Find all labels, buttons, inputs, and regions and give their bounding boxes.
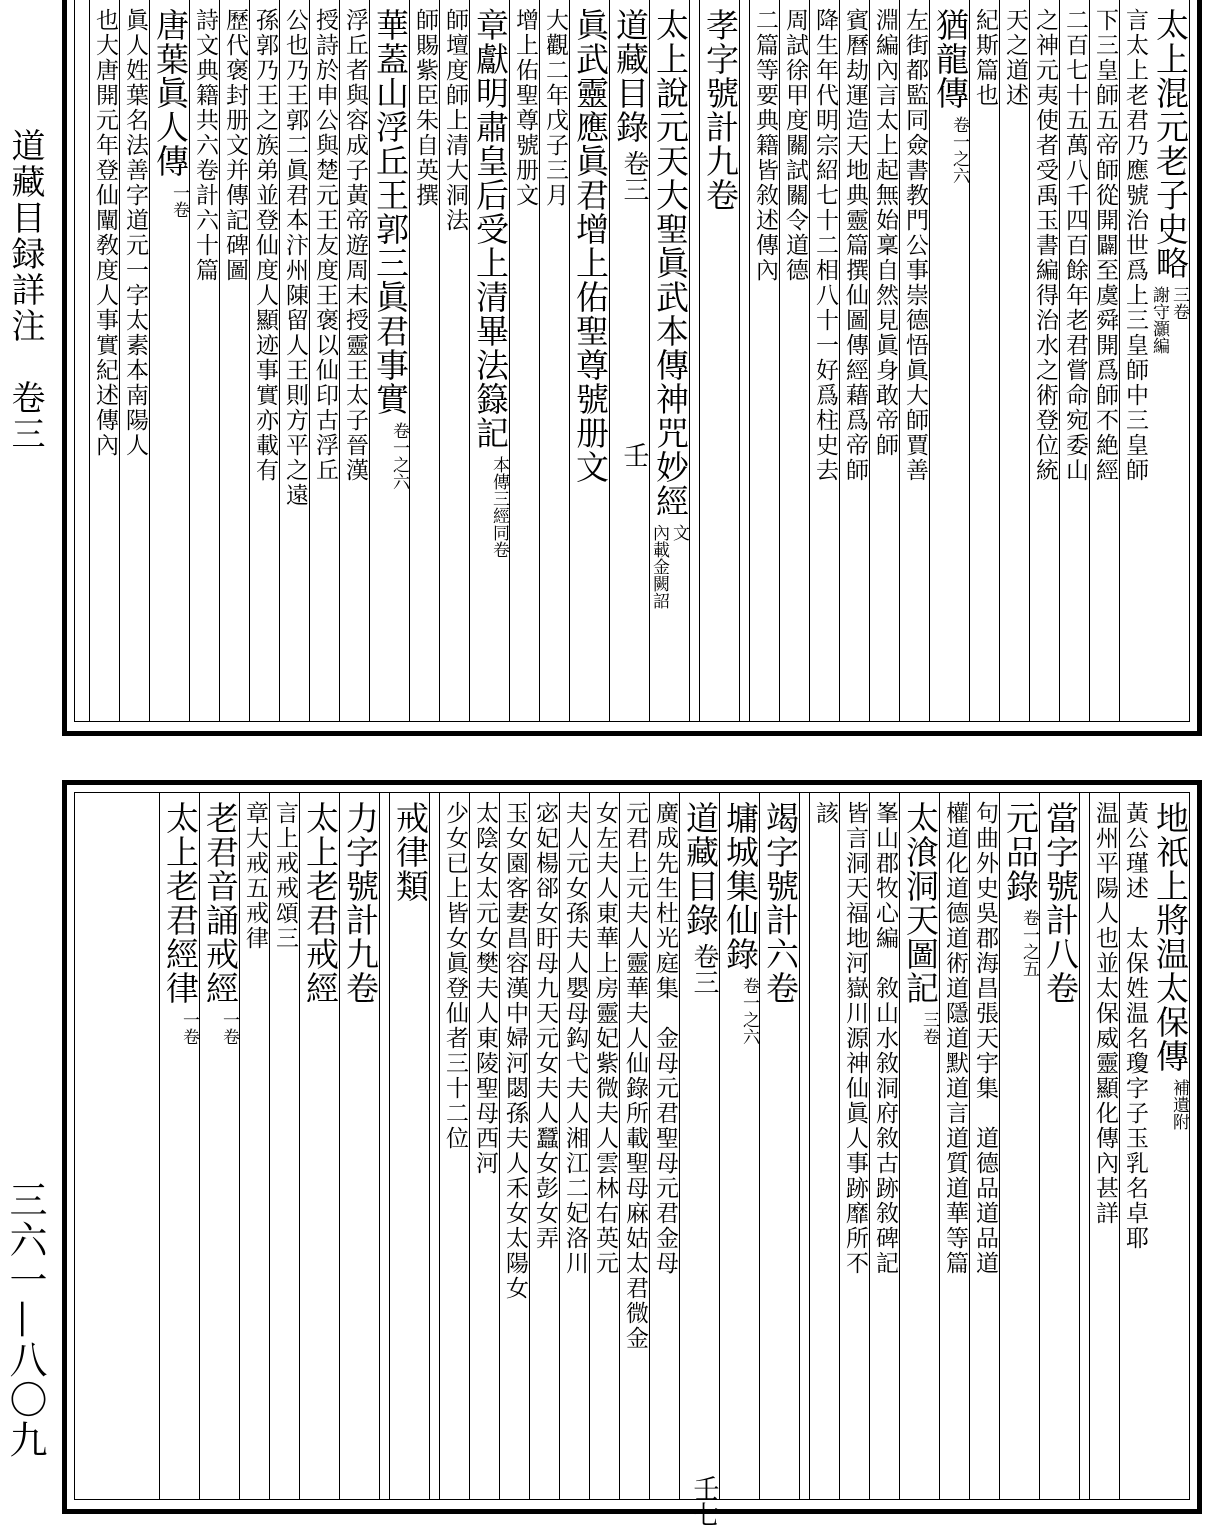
column-text: 二篇等要典籍皆敘述傳內 — [752, 8, 778, 283]
column-text: 權道化道德道術道隱道默道言道質道華等篇 — [942, 801, 968, 1276]
entry-title-column — [719, 793, 759, 1499]
text-column — [589, 793, 619, 1499]
note-line: 文 — [669, 524, 689, 541]
text-column — [529, 793, 559, 1499]
annotation-note: 一卷 — [169, 184, 189, 218]
entry-title: 竭字號計六卷 — [761, 801, 800, 1005]
entry-title: 力字號計九卷 — [341, 801, 380, 1005]
text-column — [969, 0, 999, 721]
entry-title-column — [299, 793, 339, 1499]
text-column — [809, 793, 839, 1499]
entry-title-column — [999, 793, 1039, 1499]
entry-title-column — [1149, 793, 1189, 1499]
column-text: 少女已上皆女眞登仙者三十二位 — [442, 801, 468, 1151]
note-line: 三卷 — [1169, 286, 1189, 320]
text-column — [409, 0, 439, 721]
column-text: 授詩於申公與楚元王友度王褒以仙印古浮丘 — [312, 8, 338, 483]
entry-title: 章獻明肅皇后受上清畢法籙記 — [471, 8, 510, 450]
column-gap — [739, 0, 749, 721]
entry-title: 太上老君戒經 — [301, 801, 340, 1005]
column-text: 孫郭乃王之族弟並登仙度人顯迹事實亦載有 — [252, 8, 278, 483]
column-gap — [799, 793, 809, 1499]
note-line: 內載金闕詔 — [649, 524, 669, 609]
entry-title: 地祇上將温太保傳 — [1151, 801, 1190, 1073]
entry-title-column — [699, 0, 739, 721]
text-column — [809, 0, 839, 721]
column-text: 左街都監同僉書教門公事崇德悟眞大師賈善 — [902, 8, 928, 483]
entry-title: 眞武靈應眞君增上佑聖尊號册文 — [571, 8, 610, 484]
text-column — [839, 793, 869, 1499]
entry-title: 太上混元老子史略 — [1151, 8, 1190, 280]
column-text: 黃公瑾述 太保姓温名瓊字子玉乳名卓耶 — [1122, 801, 1148, 1251]
entry-title-column — [679, 793, 720, 1527]
column-text: 歷代褒封册文并傳記碑圖 — [222, 8, 248, 283]
text-column — [219, 0, 249, 721]
column-text: 下三皇師五帝師從開闢至虞舜開爲師不絶經 — [1092, 8, 1118, 483]
text-column — [1119, 793, 1149, 1499]
column-text: 降生年代明宗紹七十二相八十一好爲柱史去 — [812, 8, 838, 483]
text-column — [869, 793, 899, 1499]
entry-title: 道藏目錄 — [681, 801, 720, 937]
upper-text-panel — [62, 0, 1202, 736]
column-text: 詩文典籍共六卷計六十篇 — [192, 8, 218, 283]
text-column — [869, 0, 899, 721]
entry-title-column — [199, 793, 239, 1499]
text-column — [839, 0, 869, 721]
text-column — [1089, 0, 1119, 721]
column-text: 峯山郡牧心編 敘山水敘洞府敘古跡敘碑記 — [872, 801, 898, 1276]
text-column — [279, 0, 309, 721]
text-column — [1089, 793, 1119, 1499]
column-text: 皆言洞天福地河嶽川源神仙眞人事跡靡所不 — [842, 801, 868, 1276]
column-text: 紀斯篇也 — [972, 8, 998, 108]
text-column — [269, 793, 299, 1499]
text-column — [499, 793, 529, 1499]
entry-title-column — [369, 0, 409, 721]
annotation-note: 一卷 — [179, 1011, 199, 1045]
text-column — [469, 793, 499, 1499]
juan-marker: 卷三 — [619, 150, 649, 202]
entry-title: 墉城集仙錄 — [721, 801, 760, 971]
column-text: 言太上老君乃應號治世爲上三皇師中三皇師 — [1122, 8, 1148, 483]
text-column — [939, 793, 969, 1499]
column-text: 女左夫人東華上房靈妃紫微夫人雲林右英元 — [592, 801, 618, 1276]
text-column — [1059, 0, 1089, 721]
text-column — [439, 793, 469, 1499]
entry-title: 華蓋山浮丘王郭三眞君事實 — [371, 8, 410, 416]
lower-columns — [74, 792, 1190, 1527]
leaf-mark: 壬七 — [689, 1475, 719, 1527]
text-column — [559, 793, 589, 1499]
column-text: 章大戒五戒律 — [242, 801, 268, 951]
entry-title: 老君音誦戒經 — [201, 801, 240, 1005]
entry-title: 孝字號計九卷 — [701, 8, 740, 212]
annotation-note: 卷一之五 — [1019, 909, 1039, 977]
column-text: 也大唐開元年登仙闡敎度人事實紀述傳內 — [92, 8, 118, 458]
page-number-sidebar — [4, 1180, 46, 1500]
entry-title-column — [339, 793, 379, 1499]
text-column — [119, 0, 149, 721]
text-column — [89, 0, 119, 721]
text-column — [249, 0, 279, 721]
text-column — [1119, 0, 1149, 721]
column-text: 師賜紫臣朱自英撰 — [412, 8, 438, 208]
entry-title: 戒律類 — [391, 801, 430, 903]
annotation-note: 卷一之六 — [739, 977, 759, 1045]
text-column — [239, 793, 269, 1499]
column-text: 二百七十五萬八千四百餘年老君嘗命宛委山 — [1062, 8, 1088, 483]
entry-title-column — [1039, 793, 1079, 1499]
column-gap — [379, 793, 389, 1499]
column-text: 師壇度師上清大洞法 — [442, 8, 468, 233]
annotation-note: 三卷 — [919, 1011, 939, 1045]
entry-title-column — [929, 0, 969, 721]
column-text: 增上佑聖尊號册文 — [512, 8, 538, 208]
column-text: 廣成先生杜光庭集 金母元君聖母元君金母 — [652, 801, 678, 1276]
column-text: 該 — [812, 801, 838, 826]
column-gap — [429, 793, 439, 1499]
text-column — [649, 793, 679, 1499]
column-text: 眞人姓葉名法善字道元一字太素本南陽人 — [122, 8, 148, 458]
text-column — [619, 793, 649, 1499]
annotation-note: 卷一之六 — [389, 422, 409, 490]
entry-title: 太湌洞天圖記 — [901, 801, 940, 1005]
entry-title-column — [609, 0, 649, 721]
entry-title: 太上老君經律 — [161, 801, 200, 1005]
page-header-sidebar — [4, 128, 46, 488]
column-text: 浮丘者與容成子黃帝遊周末授靈王太子晉漢 — [342, 8, 368, 483]
annotation-note: 卷一之六 — [949, 116, 969, 184]
column-text: 宓妃楊郤女盱母九天元女夫人蠶女彭女弄 — [532, 801, 558, 1251]
entry-title: 道藏目錄 — [611, 8, 650, 144]
entry-title: 元品錄 — [1001, 801, 1040, 903]
column-text: 賓曆劫運造天地典靈篇撰仙圖傳經藉爲帝師 — [842, 8, 868, 483]
text-column — [539, 0, 569, 721]
column-text: 温州平陽人也並太保威靈顯化傳內甚詳 — [1092, 801, 1118, 1226]
column-text: 周試徐甲度關試關令道德 — [782, 8, 808, 283]
text-column — [999, 0, 1029, 721]
column-gap — [689, 0, 699, 721]
upper-columns — [74, 0, 1190, 722]
text-column — [309, 0, 339, 721]
entry-title-column — [389, 793, 429, 1499]
text-column — [969, 793, 999, 1499]
entry-title: 當字號計八卷 — [1041, 801, 1080, 1005]
text-column — [779, 0, 809, 721]
entry-title-column — [469, 0, 509, 721]
annotation-note: 補遺附 — [1169, 1079, 1189, 1130]
column-text: 元君上元夫人靈華夫人仙錄所載聖母麻姑太君微金 — [622, 801, 648, 1351]
column-text: 淵編內言太上起無始稟自然見眞身敢帝師 — [872, 8, 898, 458]
text-column — [509, 0, 539, 721]
column-text: 太陰女太元女樊夫人東陵聖母西河 — [472, 801, 498, 1176]
text-column — [339, 0, 369, 721]
note-line: 謝守灝編 — [1149, 286, 1169, 354]
entry-title-column — [1149, 0, 1189, 721]
juan-marker: 卷三 — [689, 943, 719, 995]
annotation-note: 一卷 — [219, 1011, 239, 1045]
interlinear-note — [1149, 286, 1189, 354]
text-column — [1029, 0, 1059, 721]
column-text: 言上戒戒頌三 — [272, 801, 298, 951]
text-column — [749, 0, 779, 721]
entry-title: 唐葉眞人傳 — [151, 8, 190, 178]
column-text: 公也乃王郭二眞君本汴州陳留人王則方平之遠 — [282, 8, 308, 508]
annotation-note: 本傳三經同卷 — [489, 456, 509, 558]
text-column — [439, 0, 469, 721]
leaf-mark: 壬 — [619, 442, 649, 468]
entry-title: 太上說元天大聖眞武本傳神咒妙經 — [651, 8, 690, 518]
entry-title: 猶龍傳 — [931, 8, 970, 110]
text-column — [899, 0, 929, 721]
column-text: 之神元夷使者受禹玉書編得治水之術登位統 — [1032, 8, 1058, 483]
lower-text-panel — [62, 780, 1202, 1527]
text-column — [189, 0, 219, 721]
column-gap — [1079, 793, 1089, 1499]
entry-title-column — [759, 793, 799, 1499]
interlinear-note — [650, 524, 689, 609]
entry-title-column — [649, 0, 689, 721]
page-number: 三六一—八〇九 — [3, 1180, 47, 1460]
entry-title-column — [899, 793, 939, 1499]
column-text: 夫人元女孫夫人嬰母鈎弋夫人湘江二妃洛川 — [562, 801, 588, 1276]
column-text: 玉女園客妻昌容漢中婦河閟孫夫人禾女太陽女 — [502, 801, 528, 1301]
column-text: 大觀二年戊子三月 — [542, 8, 568, 208]
entry-title-column — [569, 0, 609, 721]
entry-title-column — [149, 0, 189, 721]
column-text: 句曲外史吳郡海昌張天宇集 道德品道品道 — [972, 801, 998, 1276]
entry-title-column — [159, 793, 199, 1499]
running-header: 道藏目録詳注 卷三 — [5, 128, 45, 452]
column-text: 天之道述 — [1002, 8, 1028, 108]
